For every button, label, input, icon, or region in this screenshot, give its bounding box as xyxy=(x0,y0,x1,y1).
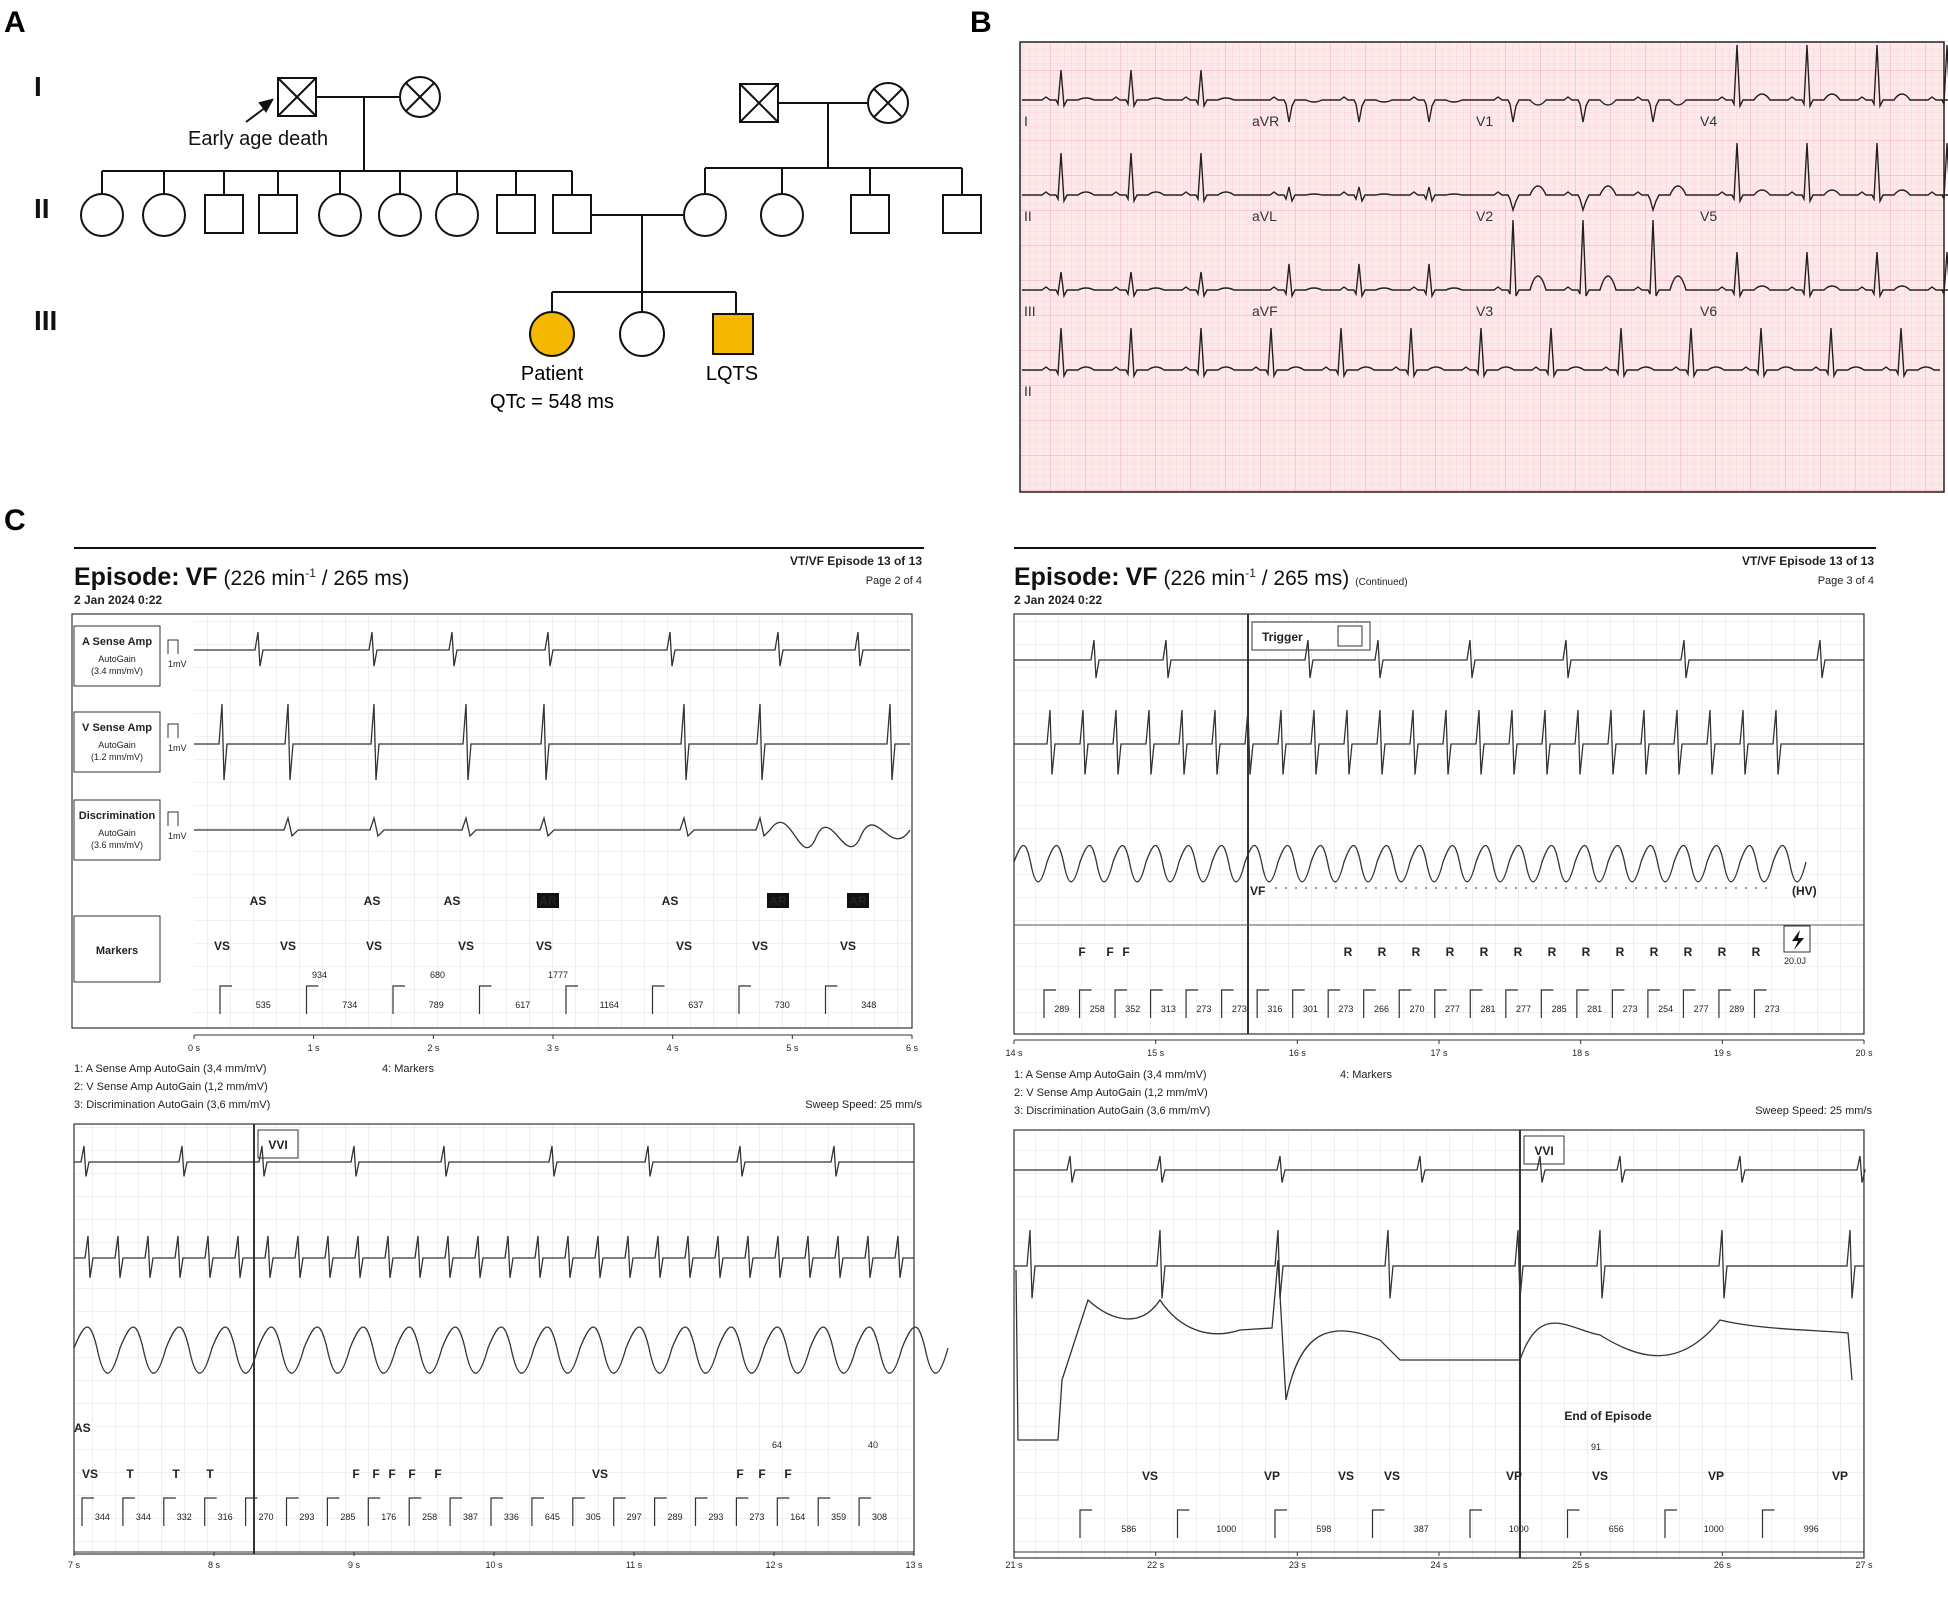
axis-tick-label: 23 s xyxy=(1288,1560,1306,1570)
ventricular-marker: VS xyxy=(457,939,475,953)
marker: T xyxy=(206,1467,214,1481)
axis-tick-label: 10 s xyxy=(485,1560,503,1570)
axis-tick-label: 3 s xyxy=(546,1043,560,1053)
panel-label-c: C xyxy=(4,504,26,537)
axis-tick-label: 22 s xyxy=(1147,1560,1165,1570)
marker: R xyxy=(1649,945,1659,959)
svg-text:2: V Sense Amp AutoGain (1,: 2: V Sense Amp AutoGain (1,2 mm/mV) xyxy=(1014,1087,1208,1099)
ecg-lead-label: V6 xyxy=(1700,303,1718,319)
interval-value: 336 xyxy=(503,1512,519,1522)
interval-value: 258 xyxy=(1089,1004,1105,1014)
trigger-icon xyxy=(1338,626,1362,646)
strip-right-top xyxy=(1005,614,1873,1058)
marker: F xyxy=(372,1467,380,1481)
interval-value: 996 xyxy=(1803,1524,1819,1534)
episode-prefix: Episode: xyxy=(1014,563,1120,591)
strip-left-top xyxy=(72,614,918,1053)
axis-tick-label: 12 s xyxy=(765,1560,783,1570)
interval-value: 281 xyxy=(1480,1004,1496,1014)
svg-text:AutoGain: AutoGain xyxy=(98,828,136,838)
svg-text:Episode:VF(226 min-1 / 265 ms) xyxy=(74,563,409,591)
interval-value: 301 xyxy=(1302,1004,1318,1014)
interval-value: 273 xyxy=(1196,1004,1212,1014)
aa-interval-value: 1777 xyxy=(548,970,569,980)
episode-rest: / 265 ms) xyxy=(1255,567,1350,590)
axis-tick-label: 27 s xyxy=(1855,1560,1873,1570)
interval-value: 348 xyxy=(861,1000,877,1010)
episode-rest: / 265 ms) xyxy=(315,567,410,590)
axis-tick-label: 26 s xyxy=(1713,1560,1731,1570)
ecg-lead-label: II xyxy=(1024,383,1032,399)
interval-value: 535 xyxy=(255,1000,271,1010)
marker: R xyxy=(1513,945,1523,959)
generation-label-iii: III xyxy=(34,305,58,336)
interval-value: 289 xyxy=(1054,1004,1070,1014)
calibration-label: 1mV xyxy=(168,743,187,753)
axis-tick-label: 13 s xyxy=(905,1560,923,1570)
episode-count-left: VT/VF Episode 13 of 13 xyxy=(789,554,922,568)
rate-unit-sup: -1 xyxy=(1245,566,1256,580)
interval-value: 258 xyxy=(422,1512,438,1522)
interval-value: 387 xyxy=(1413,1524,1429,1534)
marker: R xyxy=(1411,945,1421,959)
ecg-lead-label: aVR xyxy=(1252,113,1280,129)
marker: F xyxy=(352,1467,360,1481)
ecg-lead-label: V5 xyxy=(1700,208,1718,224)
shock-energy: 20.0J xyxy=(1784,956,1807,966)
panel-label-b: B xyxy=(970,6,992,39)
svg-text:2: V Sense Amp AutoGain (1,: 2: V Sense Amp AutoGain (1,2 mm/mV) xyxy=(74,1081,268,1093)
interval-value: 359 xyxy=(831,1512,847,1522)
atrial-marker: AS xyxy=(74,1421,91,1435)
small-value: 64 xyxy=(772,1440,783,1450)
interval-value: 273 xyxy=(749,1512,765,1522)
svg-text:AutoGain: AutoGain xyxy=(98,740,136,750)
svg-text:(1.2 mm/mV): (1.2 mm/mV) xyxy=(90,752,144,762)
axis-tick-label: 1 s xyxy=(307,1043,320,1053)
marker: R xyxy=(1717,945,1727,959)
marker: R xyxy=(1581,945,1591,959)
marker: R xyxy=(1445,945,1455,959)
axis-tick-label: 16 s xyxy=(1288,1048,1306,1058)
episode-rhythm: VF xyxy=(1125,563,1158,591)
interval-value: 277 xyxy=(1516,1004,1532,1014)
interval-value: 316 xyxy=(217,1512,233,1522)
interval-value: 1164 xyxy=(599,1000,619,1010)
father-symbol xyxy=(553,195,591,233)
interval-value: 598 xyxy=(1316,1524,1332,1534)
marker: F xyxy=(1122,945,1130,959)
axis-tick-label: 17 s xyxy=(1430,1048,1448,1058)
marker: R xyxy=(1751,945,1761,959)
ecg-lead-label: I xyxy=(1024,113,1028,129)
small-value: 40 xyxy=(868,1440,879,1450)
interval-value: 254 xyxy=(1658,1004,1674,1014)
ecg-lead-label: III xyxy=(1024,303,1036,319)
svg-text:AutoGain: AutoGain xyxy=(98,654,136,664)
interval-value: 656 xyxy=(1608,1524,1624,1534)
ventricular-marker: VS xyxy=(535,939,553,953)
marker: VS xyxy=(81,1467,99,1481)
marker: T xyxy=(126,1467,134,1481)
marker: VP xyxy=(1263,1469,1281,1483)
interval-value: 273 xyxy=(1764,1004,1780,1014)
axis-tick-label: 7 s xyxy=(67,1560,81,1570)
episode-rate: (226 min xyxy=(223,567,306,590)
ventricular-marker: VS xyxy=(751,939,769,953)
atrial-marker: AS xyxy=(363,894,381,908)
channel-label-v-sense xyxy=(74,712,160,772)
interval-value: 281 xyxy=(1587,1004,1603,1014)
aa-interval-value: 934 xyxy=(312,970,328,980)
marker: F xyxy=(408,1467,416,1481)
axis-tick-label: 6 s xyxy=(905,1043,919,1053)
small-value: 91 xyxy=(1590,1442,1602,1452)
interval-value: 344 xyxy=(135,1512,151,1522)
atrial-marker: AR xyxy=(769,894,787,908)
marker: F xyxy=(1106,945,1114,959)
ecg-lead-label: V4 xyxy=(1700,113,1718,129)
svg-text:3: Discrimination AutoGain: 3: Discrimination AutoGain (3,6 mm/mV) xyxy=(74,1099,271,1111)
marker: R xyxy=(1615,945,1625,959)
interval-value: 285 xyxy=(340,1512,356,1522)
svg-text:Sweep Speed: 25 mm/s: Sweep Speed: 25 mm/s xyxy=(1755,1105,1872,1117)
marker: R xyxy=(1479,945,1489,959)
ecg-lead-label: V1 xyxy=(1476,113,1494,129)
patient-symbol xyxy=(530,312,574,356)
episode-header-left xyxy=(74,548,924,607)
axis-tick-label: 14 s xyxy=(1005,1048,1023,1058)
generation-label-ii: II xyxy=(34,193,50,224)
marker: F xyxy=(1078,945,1086,959)
interval-value: 273 xyxy=(1622,1004,1638,1014)
interval-value: 344 xyxy=(94,1512,110,1522)
axis-tick-label: 9 s xyxy=(347,1560,361,1570)
axis-tick-label: 4 s xyxy=(666,1043,679,1053)
patient-label: Patient xyxy=(520,363,584,385)
svg-text:(3.4 mm/mV): (3.4 mm/mV) xyxy=(90,666,144,676)
marker: VS xyxy=(1383,1469,1401,1483)
interval-value: 316 xyxy=(1267,1004,1283,1014)
atrial-marker: AS xyxy=(443,894,461,908)
interval-value: 1000 xyxy=(1508,1524,1529,1534)
legend-left xyxy=(74,1063,922,1111)
ventricular-marker: VS xyxy=(279,939,297,953)
marker: F xyxy=(784,1467,792,1481)
axis-tick-label: 19 s xyxy=(1713,1048,1731,1058)
generation-label-i: I xyxy=(34,71,42,102)
episode-rate: (226 min xyxy=(1163,567,1246,590)
svg-text:4: Markers: 4: Markers xyxy=(1340,1069,1392,1081)
marker: R xyxy=(1547,945,1557,959)
page-left: Page 2 of 4 xyxy=(865,575,922,587)
interval-value: 285 xyxy=(1551,1004,1567,1014)
interval-value: 734 xyxy=(342,1000,358,1010)
interval-value: 1000 xyxy=(1703,1524,1724,1534)
early-death-annotation: Early age death xyxy=(188,128,329,150)
episode-header-right xyxy=(1014,548,1876,607)
interval-value: 586 xyxy=(1121,1524,1137,1534)
interval-value: 789 xyxy=(428,1000,444,1010)
svg-text:(3.6 mm/mV): (3.6 mm/mV) xyxy=(90,840,144,850)
interval-value: 273 xyxy=(1338,1004,1354,1014)
lqts-sibling-symbol xyxy=(713,314,753,354)
interval-value: 1000 xyxy=(1216,1524,1237,1534)
ecg-lead-label: aVL xyxy=(1252,208,1277,224)
marker: VS xyxy=(1591,1469,1609,1483)
atrial-marker: AS xyxy=(661,894,679,908)
ecg-lead-label: V2 xyxy=(1476,208,1494,224)
episode-count-right: VT/VF Episode 13 of 13 xyxy=(1741,554,1874,568)
ecg-lead-label: V3 xyxy=(1476,303,1494,319)
interval-value: 277 xyxy=(1693,1004,1709,1014)
hv-marker: (HV) xyxy=(1792,884,1817,898)
svg-text:Discrimination: Discrimination xyxy=(78,810,156,822)
interval-value: 352 xyxy=(1125,1004,1141,1014)
interval-value: 289 xyxy=(1729,1004,1745,1014)
page-right: Page 3 of 4 xyxy=(1817,575,1874,587)
interval-value: 289 xyxy=(667,1512,683,1522)
calibration-label: 1mV xyxy=(168,659,187,669)
interval-value: 730 xyxy=(774,1000,790,1010)
axis-tick-label: 2 s xyxy=(427,1043,440,1053)
interval-value: 637 xyxy=(688,1000,704,1010)
axis-tick-label: 20 s xyxy=(1855,1048,1873,1058)
axis-tick-label: 21 s xyxy=(1005,1560,1023,1570)
axis-tick-label: 15 s xyxy=(1147,1048,1165,1058)
marker: F xyxy=(758,1467,766,1481)
atrial-marker: AS xyxy=(249,894,267,908)
ventricular-marker: VS xyxy=(365,939,383,953)
interval-value: 270 xyxy=(258,1512,274,1522)
axis-tick-label: 24 s xyxy=(1430,1560,1448,1570)
channel-label-discrimination xyxy=(74,800,160,860)
atrial-marker: AR xyxy=(539,894,557,908)
strip-right-bottom xyxy=(1005,1130,1873,1570)
svg-text:1: A Sense Amp AutoGain (3,: 1: A Sense Amp AutoGain (3,4 mm/mV) xyxy=(1014,1069,1207,1081)
rate-unit-sup: -1 xyxy=(305,566,316,580)
calibration-label: 1mV xyxy=(168,831,187,841)
interval-value: 273 xyxy=(1231,1004,1247,1014)
svg-text:Sweep Speed: 25 mm/s: Sweep Speed: 25 mm/s xyxy=(805,1099,922,1111)
ecg-lead-label: II xyxy=(1024,208,1032,224)
interval-value: 277 xyxy=(1445,1004,1461,1014)
interval-value: 617 xyxy=(515,1000,531,1010)
axis-tick-label: 11 s xyxy=(625,1560,643,1570)
episode-rhythm: VF xyxy=(185,563,218,591)
lqts-label: LQTS xyxy=(705,363,759,385)
panel-label-a: A xyxy=(4,6,26,39)
ventricular-marker: VS xyxy=(675,939,693,953)
trigger-label: Trigger xyxy=(1262,630,1303,644)
ecg-12-lead xyxy=(1020,42,1948,492)
strip-left-bottom xyxy=(68,1124,948,1570)
marker: VP xyxy=(1707,1469,1725,1483)
interval-value: 270 xyxy=(1409,1004,1425,1014)
svg-text:Markers: Markers xyxy=(95,945,139,957)
ventricular-marker: VS xyxy=(839,939,857,953)
svg-text:Episode:VF(226 min-1 / 265 ms) xyxy=(1014,563,1408,591)
marker: F xyxy=(388,1467,396,1481)
episode-date-left: 2 Jan 2024 0:22 xyxy=(74,593,163,607)
vvi-label: VVI xyxy=(268,1138,288,1152)
end-of-episode-label: End of Episode xyxy=(1564,1409,1652,1423)
axis-tick-label: 5 s xyxy=(786,1043,799,1053)
interval-value: 305 xyxy=(585,1512,601,1522)
marker: VS xyxy=(591,1467,609,1481)
svg-text:V Sense Amp: V Sense Amp xyxy=(82,722,152,734)
marker: VS xyxy=(1337,1469,1355,1483)
patient-qtc: QTc = 548 ms xyxy=(490,391,614,413)
interval-value: 332 xyxy=(176,1512,192,1522)
marker: F xyxy=(434,1467,442,1481)
interval-value: 293 xyxy=(299,1512,315,1522)
interval-value: 293 xyxy=(708,1512,724,1522)
svg-text:A Sense Amp: A Sense Amp xyxy=(81,636,153,648)
legend-right xyxy=(1014,1069,1872,1117)
interval-value: 308 xyxy=(872,1512,888,1522)
interval-value: 645 xyxy=(544,1512,560,1522)
axis-tick-label: 8 s xyxy=(207,1560,221,1570)
marker: R xyxy=(1683,945,1693,959)
ecg-lead-label: aVF xyxy=(1252,303,1278,319)
interval-value: 266 xyxy=(1373,1004,1389,1014)
svg-text:4: Markers: 4: Markers xyxy=(382,1063,434,1075)
interval-value: 297 xyxy=(626,1512,642,1522)
marker: R xyxy=(1343,945,1353,959)
marker: VS xyxy=(1141,1469,1159,1483)
axis-tick-label: 0 s xyxy=(187,1043,201,1053)
interval-value: 176 xyxy=(381,1512,397,1522)
svg-text:3: Discrimination AutoGain: 3: Discrimination AutoGain (3,6 mm/mV) xyxy=(1014,1105,1211,1117)
atrial-marker: AR xyxy=(849,894,867,908)
channel-label-a-sense xyxy=(74,626,160,686)
vf-marker: VF xyxy=(1250,884,1266,898)
axis-tick-label: 25 s xyxy=(1572,1560,1590,1570)
interval-value: 387 xyxy=(463,1512,479,1522)
vvi-label: VVI xyxy=(1534,1144,1554,1158)
axis-tick-label: 18 s xyxy=(1572,1048,1590,1058)
ventricular-marker: VS xyxy=(213,939,231,953)
interval-value: 313 xyxy=(1160,1004,1176,1014)
marker: VP xyxy=(1831,1469,1849,1483)
marker: T xyxy=(172,1467,180,1481)
pedigree xyxy=(34,71,981,356)
aa-interval-value: 680 xyxy=(430,970,446,980)
episode-date-right: 2 Jan 2024 0:22 xyxy=(1014,593,1103,607)
marker: F xyxy=(736,1467,744,1481)
marker: VP xyxy=(1505,1469,1523,1483)
mother-symbol xyxy=(684,194,726,236)
channel-label-markers xyxy=(74,916,160,982)
interval-value: 164 xyxy=(790,1512,806,1522)
marker: R xyxy=(1377,945,1387,959)
episode-prefix: Episode: xyxy=(74,563,180,591)
svg-text:1: A Sense Amp AutoGain (3,: 1: A Sense Amp AutoGain (3,4 mm/mV) xyxy=(74,1063,267,1075)
continued-label: (Continued) xyxy=(1355,577,1408,588)
